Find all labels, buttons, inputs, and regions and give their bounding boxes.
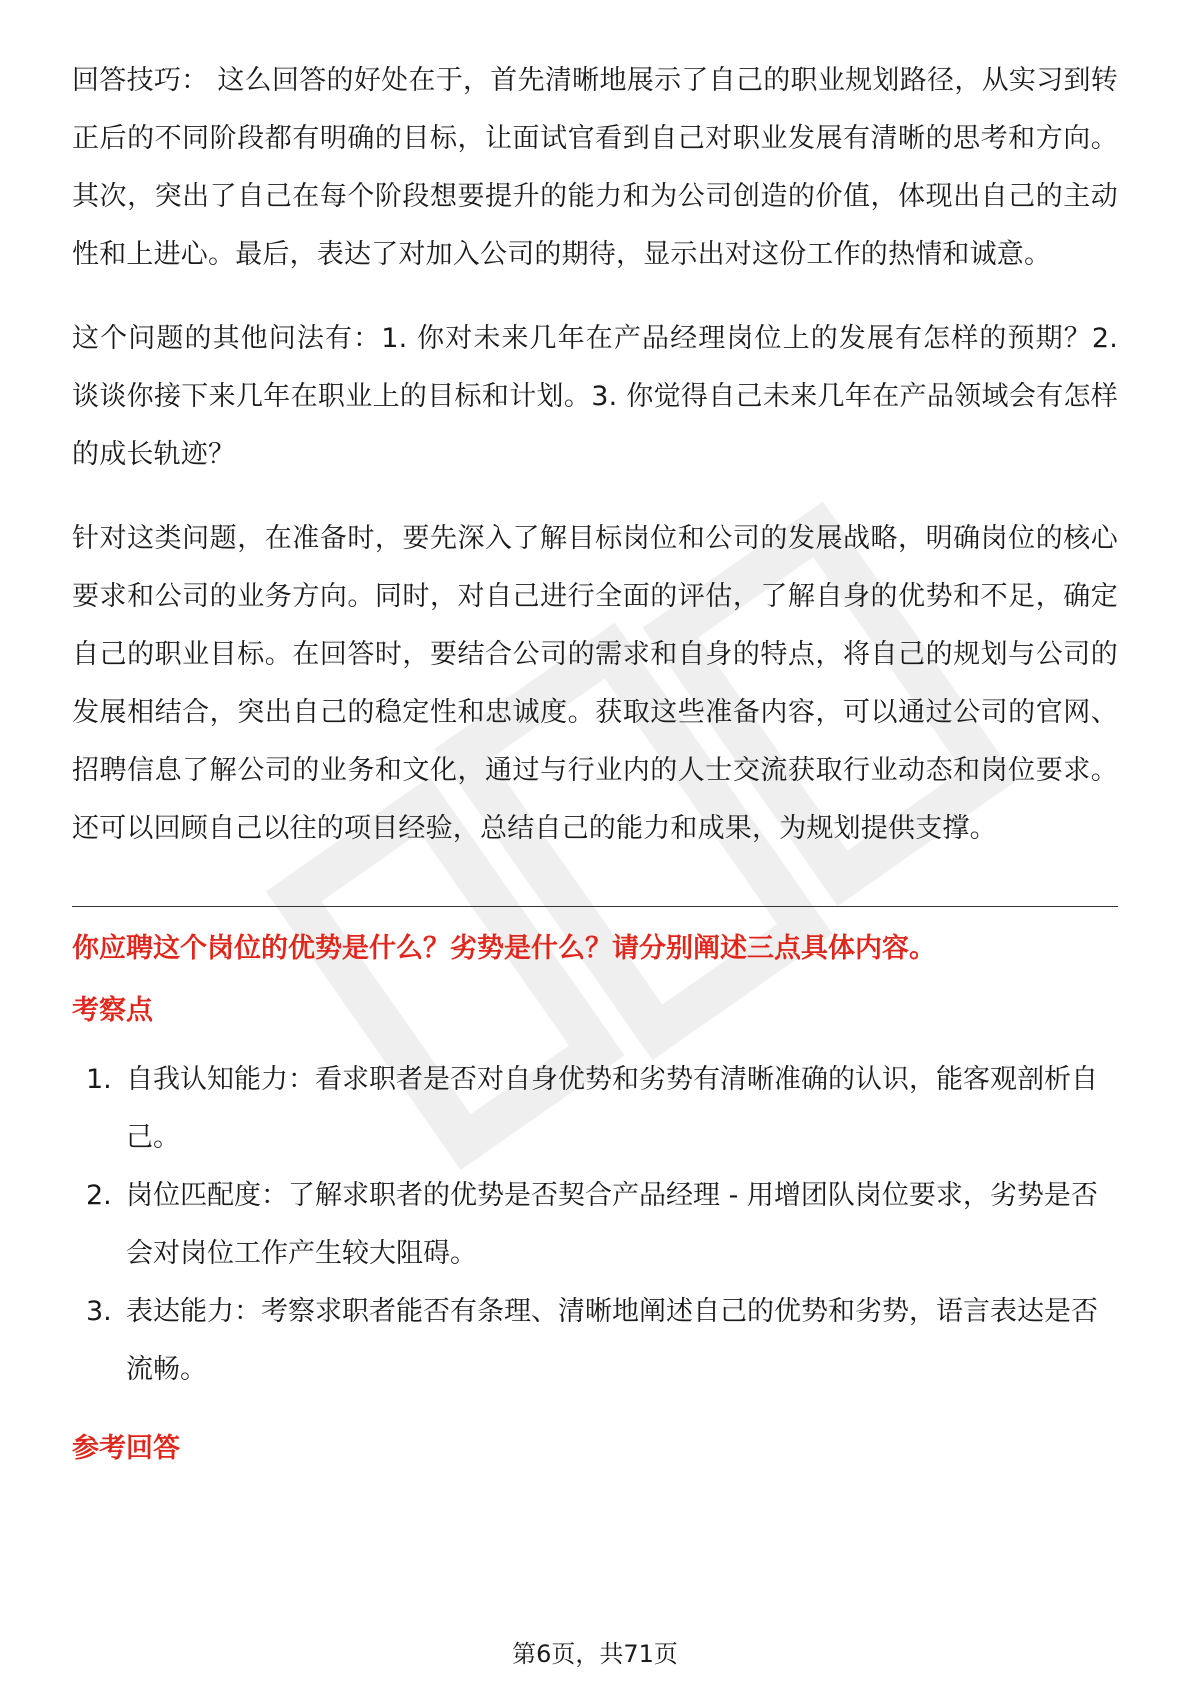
list-item [72,1051,1118,1167]
list-item-text: 岗位匹配度：了解求职者的优势是否契合产品经理 - 用增团队岗位要求，劣势是否会对岗位工作产生较大阻碍。 [126,1180,1098,1269]
main-content [72,52,1118,1489]
section-label-kaocha: 考察点 [72,995,153,1026]
paragraph-preparation-advice: 针对这类问题，在准备时，要先深入了解目标岗位和公司的发展战略，明确岗位的核心要求和公司的业务方向。同时，对自己进行全面的评估，了解自身的优势和不足，确定自己的职业目标。在回答时，要结合公司的需求和自身的特点，将自己的规划与公司的发展相结合，突出自己的稳定性和忠诚度。获取这些准备内容，可以通过公司的官网、招聘信息了解公司的业务和文化，通过与行业内的人士交流获取行业动态和岗位要求。还可以回顾自己以往的项目经验，总结自己的能力和成果，为规划提供支撑。 [72,523,1118,844]
paragraph-answer-tips: 回答技巧： 这么回答的好处在于，首先清晰地展示了自己的职业规划路径，从实习到转正后的不同阶段都有明确的目标，让面试官看到自己对职业发展有清晰的思考和方向。其次，突出了自己在每个阶段想要提升的能力和为公司创造的价值，体现出自己的主动性和上进心。最后，表达了对加入公司的期待，显示出对这份工作的热情和诚意。 [72,65,1118,270]
question-heading: 你应聘这个岗位的优势是什么？劣势是什么？请分别阐述三点具体内容。 [72,933,936,964]
list-item-text: 自我认知能力：看求职者是否对自身优势和劣势有清晰准确的认识，能客观剖析自己。 [126,1064,1098,1153]
list-item [72,1283,1118,1399]
section-divider [72,906,1118,907]
list-item [72,1167,1118,1283]
list-number: 3. [86,1296,112,1327]
list-item-text: 表达能力：考察求职者能否有条理、清晰地阐述自己的优势和劣势，语言表达是否流畅。 [126,1296,1098,1385]
assessment-points-list [72,1051,1118,1399]
section-label-reference: 参考回答 [72,1433,180,1464]
page-footer [0,1636,1190,1672]
paragraph-alternative-questions: 这个问题的其他问法有：1. 你对未来几年在产品经理岗位上的发展有怎样的预期？2. 谈谈你接下来几年在职业上的目标和计划。3. 你觉得自己未来几年在产品领域会有怎样的成长轨迹？ [72,323,1118,470]
page-number: 第6页，共71页 [508,1640,682,1668]
list-number: 1. [86,1064,112,1095]
list-number: 2. [86,1180,112,1211]
